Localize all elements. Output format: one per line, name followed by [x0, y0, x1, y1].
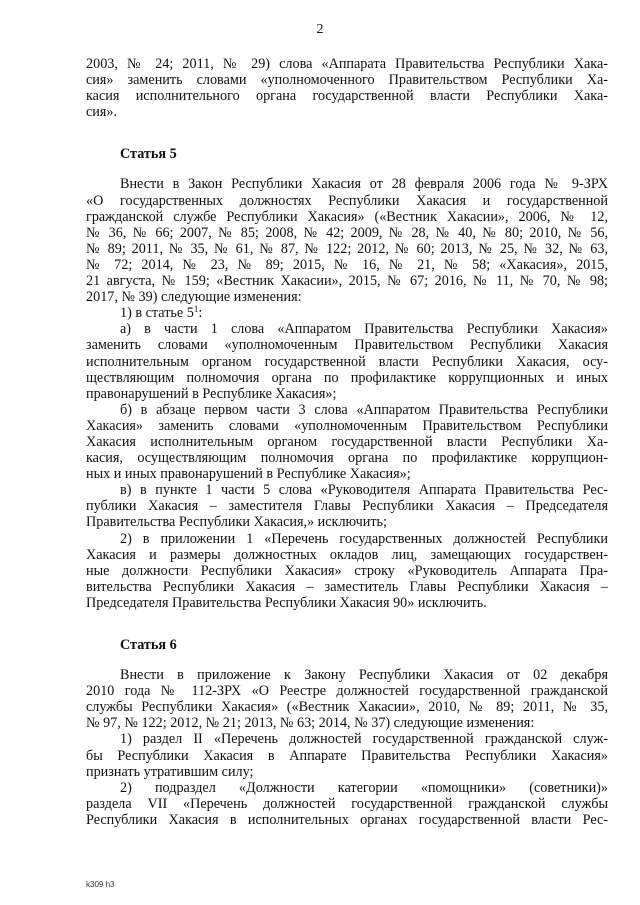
text-line: 1) раздел II «Перечень должностей государственной гражданской служ- [120, 731, 608, 748]
text-line: 1) в статье $5^1$: [120, 304, 203, 322]
text-line: раздела VII «Перечень должностей государственной гражданской службы [86, 795, 608, 812]
text-line: № 72; 2014, № 23, № 89; 2015, № 16, № 21, № 58; «Хакасия», 2015, [86, 256, 608, 273]
text-line: № 36, № 66; 2007, № 85; 2008, № 42; 2009, № 28, № 40, № 80; 2010, № 56, [86, 224, 608, 241]
text-line: 2003, № 24; 2011, № 29) слова «Аппарата Правительства Республики Хака- [86, 56, 608, 72]
text-line: № 89; 2011, № 35, № 61, № 87, № 122; 2012, № 60; 2013, № 25, № 32, № 63, [86, 240, 608, 257]
text-line: б) в абзаце первом части 3 слова «Аппаратом Правительства Республики [120, 401, 608, 418]
text-line: 21 августа, № 159; «Вестник Хакасии», 2015, № 67; 2016, № 11, № 70, № 98; [86, 273, 608, 290]
text-line: 2) в приложении 1 «Перечень государственных должностей Республики [120, 530, 608, 547]
article-5-heading: Статья 5 [120, 146, 177, 163]
text-line: исполнительным органом государственной власти Республики Хакасия, осу- [86, 353, 608, 370]
text-line: публики Хакасия – заместителя Главы Республики Хакасия – Председателя [86, 498, 608, 515]
text-line: Хакасия исполнительным органом государственной власти Республики Ха- [86, 433, 608, 450]
text-line: гражданской службе Республики Хакасия» («Вестник Хакасии», 2006, № 12, [86, 208, 608, 225]
text-line: заменить словами «уполномоченным Правительством Республики Хакасия [86, 337, 608, 354]
text-line: сия». [86, 104, 118, 121]
text-line: Республики Хакасия в исполнительных органах государственной власти Рес- [86, 811, 608, 828]
article-5-body [86, 176, 608, 611]
text-line: Председателя Правительства Республики Хакасия 90» исключить. [86, 594, 487, 611]
text-line: в) в пункте 1 части 5 слова «Руководителя Аппарата Правительства Рес- [120, 482, 608, 499]
article-6-heading: Статья 6 [120, 637, 177, 653]
text-line: Внести в Закон Республики Хакасия от 28 февраля 2006 года № 9-ЗРХ [120, 176, 608, 193]
text-line: признать утратившим силу; [86, 763, 254, 780]
text-line: касия, осуществляющим полномочия органа по профилактике коррупцион- [86, 450, 608, 467]
text-line: а) в части 1 слова «Аппаратом Правительства Республики Хакасия» [120, 321, 608, 338]
text-line: № 97, № 122; 2012, № 21; 2013, № 63; 2014, № 37) следующие изменения: [86, 715, 535, 732]
document-body [86, 56, 608, 828]
page-number: 2 [316, 22, 324, 37]
text-line: Хакасия» заменить словами «уполномоченным Правительством Республики [86, 417, 608, 434]
text-line: Хакасия и размеры должностных окладов лиц, замещающих государствен- [86, 546, 608, 563]
text-line: касия исполнительного органа государственной власти Республики Хака- [86, 88, 608, 105]
footer-document-code: k309 h3 [86, 880, 115, 889]
text-line: 2010 года № 112-ЗРХ «О Реестре должностей государственной гражданской [86, 683, 608, 700]
article-6-body [86, 667, 608, 828]
text-line: сия» заменить словами «уполномоченного Правительством Республики Ха- [86, 72, 608, 89]
text-line: 2) подраздел «Должности категории «помощники» (советники)» [120, 779, 608, 796]
text-line: бы Республики Хакасия в Аппарате Правительства Республики Хакасия» [86, 747, 608, 764]
intro-paragraph [86, 56, 608, 120]
superscript: 1 [193, 304, 199, 315]
text-line: Правительства Республики Хакасия,» исключить; [86, 514, 387, 531]
text-line: 2017, № 39) следующие изменения: [86, 289, 302, 306]
text-line: вительства Республики Хакасия – заместитель Главы Республики Хакасия – [86, 578, 608, 595]
text-line: службы Республики Хакасия» («Вестник Хакасии», 2010, № 89; 2011, № 35, [86, 699, 608, 716]
text-line: «О государственных должностях Республики Хакасия и государственной [86, 192, 608, 209]
text-line: ществляющим полномочия органа по профилактике коррупционных и иных [86, 369, 608, 386]
text-line: ные должности Республики Хакасия» строку «Руководитель Аппарата Пра- [86, 562, 608, 579]
text-line: ных и иных правонарушений в Республике Хакасия»; [86, 466, 411, 483]
text-line: Внести в приложение к Закону Республики Хакасия от 02 декабря [120, 667, 608, 684]
text-line: правонарушений в Республике Хакасия»; [86, 385, 337, 402]
